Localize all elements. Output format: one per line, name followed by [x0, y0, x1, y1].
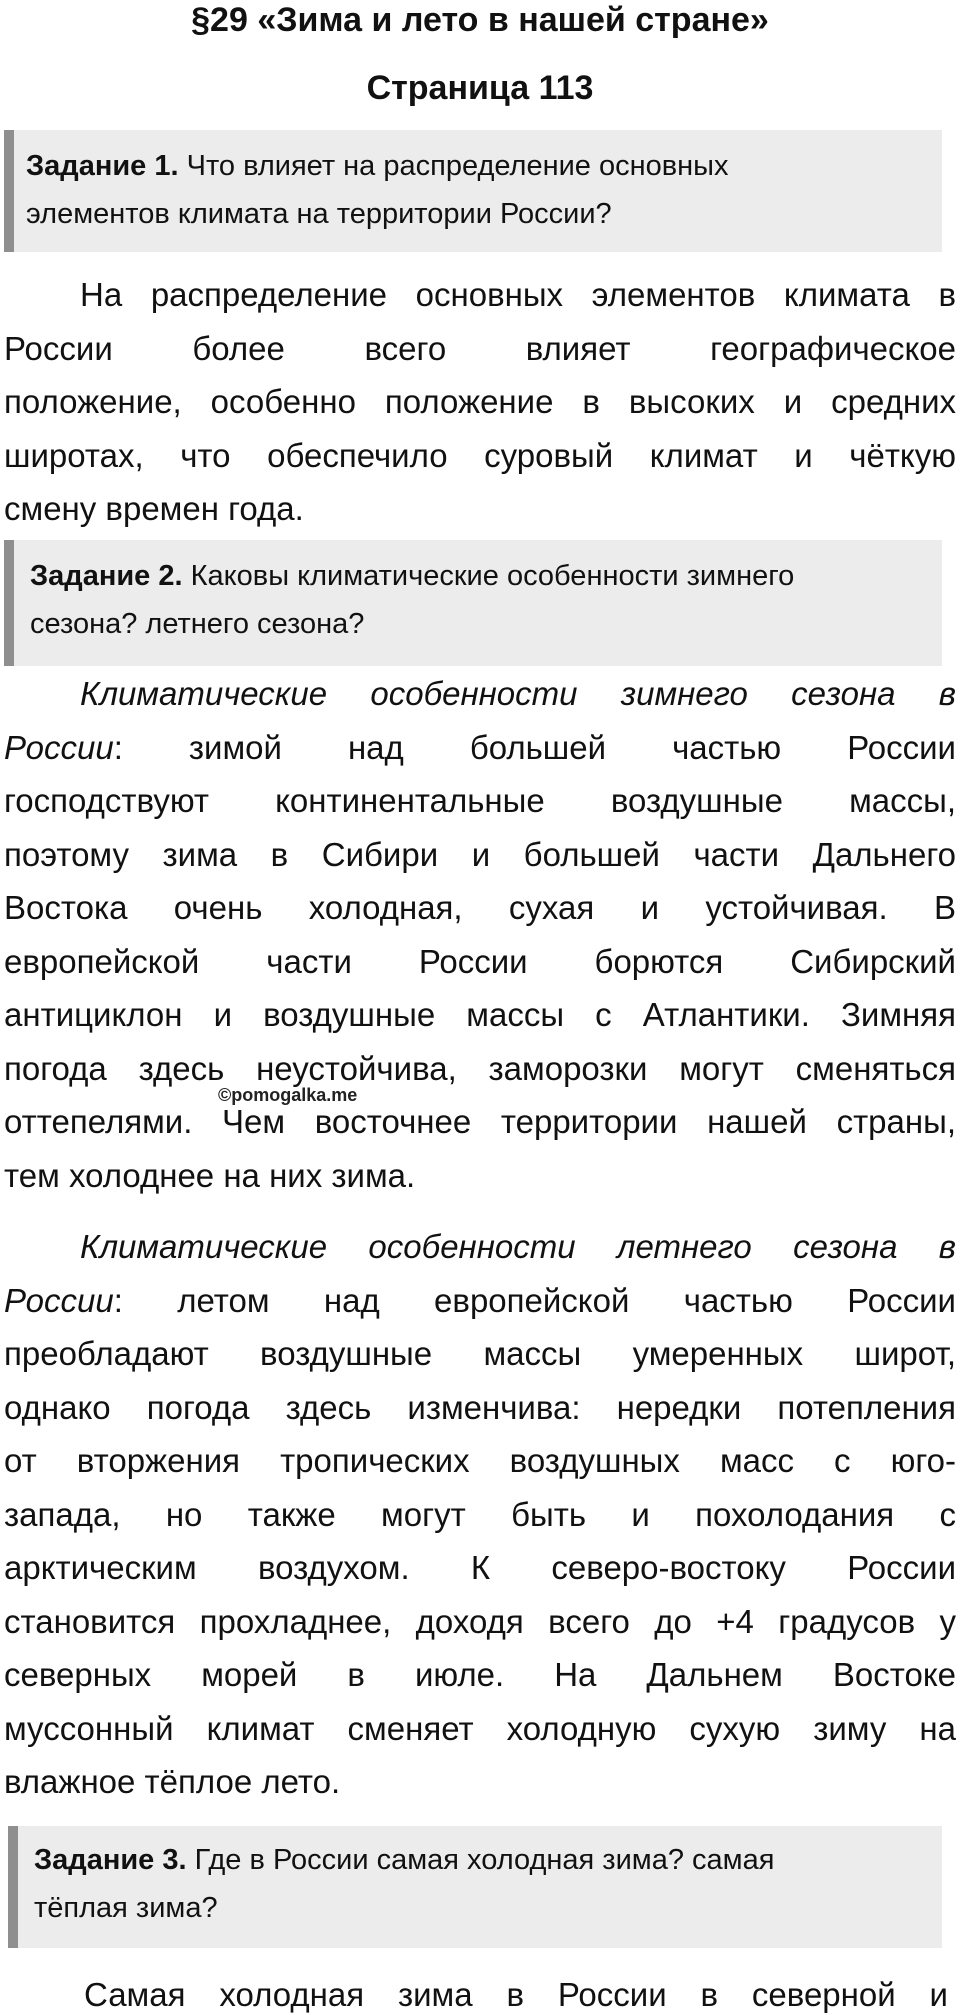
answer-3 — [4, 1220, 956, 1809]
answer-2-line: Климатические особенности зимнего сезона в — [80, 675, 956, 712]
task-2-text-line-2: сезона? летнего сезона? — [30, 608, 365, 640]
answer-1-line: На распределение основных элементов климата в — [80, 276, 956, 313]
task-2-text-line-1: Каковы климатические особенности зимнего — [182, 560, 795, 592]
task-1-label: Задание 1. — [26, 150, 179, 182]
task-3-text-line-1: Где в России самая холодная зима? самая — [186, 1844, 775, 1876]
answer-3-line: запада, но также могут быть и похолодания с — [4, 1495, 956, 1533]
answer-2-line: господствуют континентальные воздушные массы, — [4, 782, 956, 819]
answer-4-line: Самая холодная зима в России в северной и — [84, 1976, 948, 2013]
answer-3-line: Климатические особенности летнего сезона в — [80, 1228, 956, 1265]
answer-1-line: широтах, что обеспечило суровый климат и чёткую — [4, 436, 956, 474]
page-number-title: Страница 113 — [366, 69, 594, 107]
answer-3-line: преобладают воздушные массы умеренных широт, — [4, 1335, 956, 1372]
answer-3-line: северных морей в июле. На Дальнем Востоке — [4, 1656, 956, 1693]
answer-2-line: поэтому зима в Сибири и большей части Дальнего — [4, 835, 956, 873]
task-3-box — [8, 1826, 942, 1948]
answer-3-line: становится прохладнее, доходя всего до +4 градусов у — [4, 1602, 956, 1640]
task-3-text-line-2: тёплая зима? — [34, 1892, 218, 1924]
answer-2-line: оттепелями. Чем восточнее территории нашей страны, — [4, 1103, 956, 1140]
answer-2 — [4, 667, 956, 1202]
answer-2-line: Востока очень холодная, сухая и устойчивая. В — [4, 889, 956, 926]
answer-3-line: арктическим воздухом. К северо-востоку России — [4, 1549, 956, 1586]
answer-2-line: России: зимой над большей частью России — [4, 728, 956, 766]
answer-1-line: России более всего влияет географическое — [4, 329, 956, 367]
answer-4 — [8, 1968, 948, 2015]
section-title: §29 «Зима и лето в нашей стране» — [191, 1, 769, 39]
answer-1 — [4, 268, 956, 536]
task-2-label: Задание 2. — [30, 560, 183, 592]
answer-2-line: антициклон и воздушные массы с Атлантики. Зимняя — [4, 996, 956, 1033]
watermark: ©pomogalka.me — [218, 1085, 358, 1105]
task-1-text-line-1: Что влияет на распределение основных — [178, 150, 729, 182]
answer-3-line: влажное тёплое лето. — [4, 1763, 341, 1800]
answer-2-line: тем холоднее на них зима. — [4, 1156, 416, 1194]
answer-3-line: от вторжения тропических воздушных масс с юго- — [4, 1442, 956, 1479]
answer-3-line: однако погода здесь изменчива: нередки потепления — [4, 1388, 956, 1426]
answer-2-line: европейской части России борются Сибирский — [4, 942, 956, 980]
answer-2-line: погода здесь неустойчива, заморозки могут сменяться — [4, 1049, 956, 1087]
answer-3-line: России: летом над европейской частью России — [4, 1281, 956, 1319]
answer-3-line: муссонный климат сменяет холодную сухую зиму на — [4, 1709, 956, 1747]
task-1-text-line-2: элементов климата на территории России? — [26, 198, 612, 230]
answer-1-line: смену времен года. — [4, 490, 304, 527]
task-2-box — [4, 540, 942, 666]
answer-1-line: положение, особенно положение в высоких и средних — [4, 383, 956, 420]
task-1-box — [4, 130, 942, 252]
task-3-label: Задание 3. — [34, 1844, 187, 1876]
